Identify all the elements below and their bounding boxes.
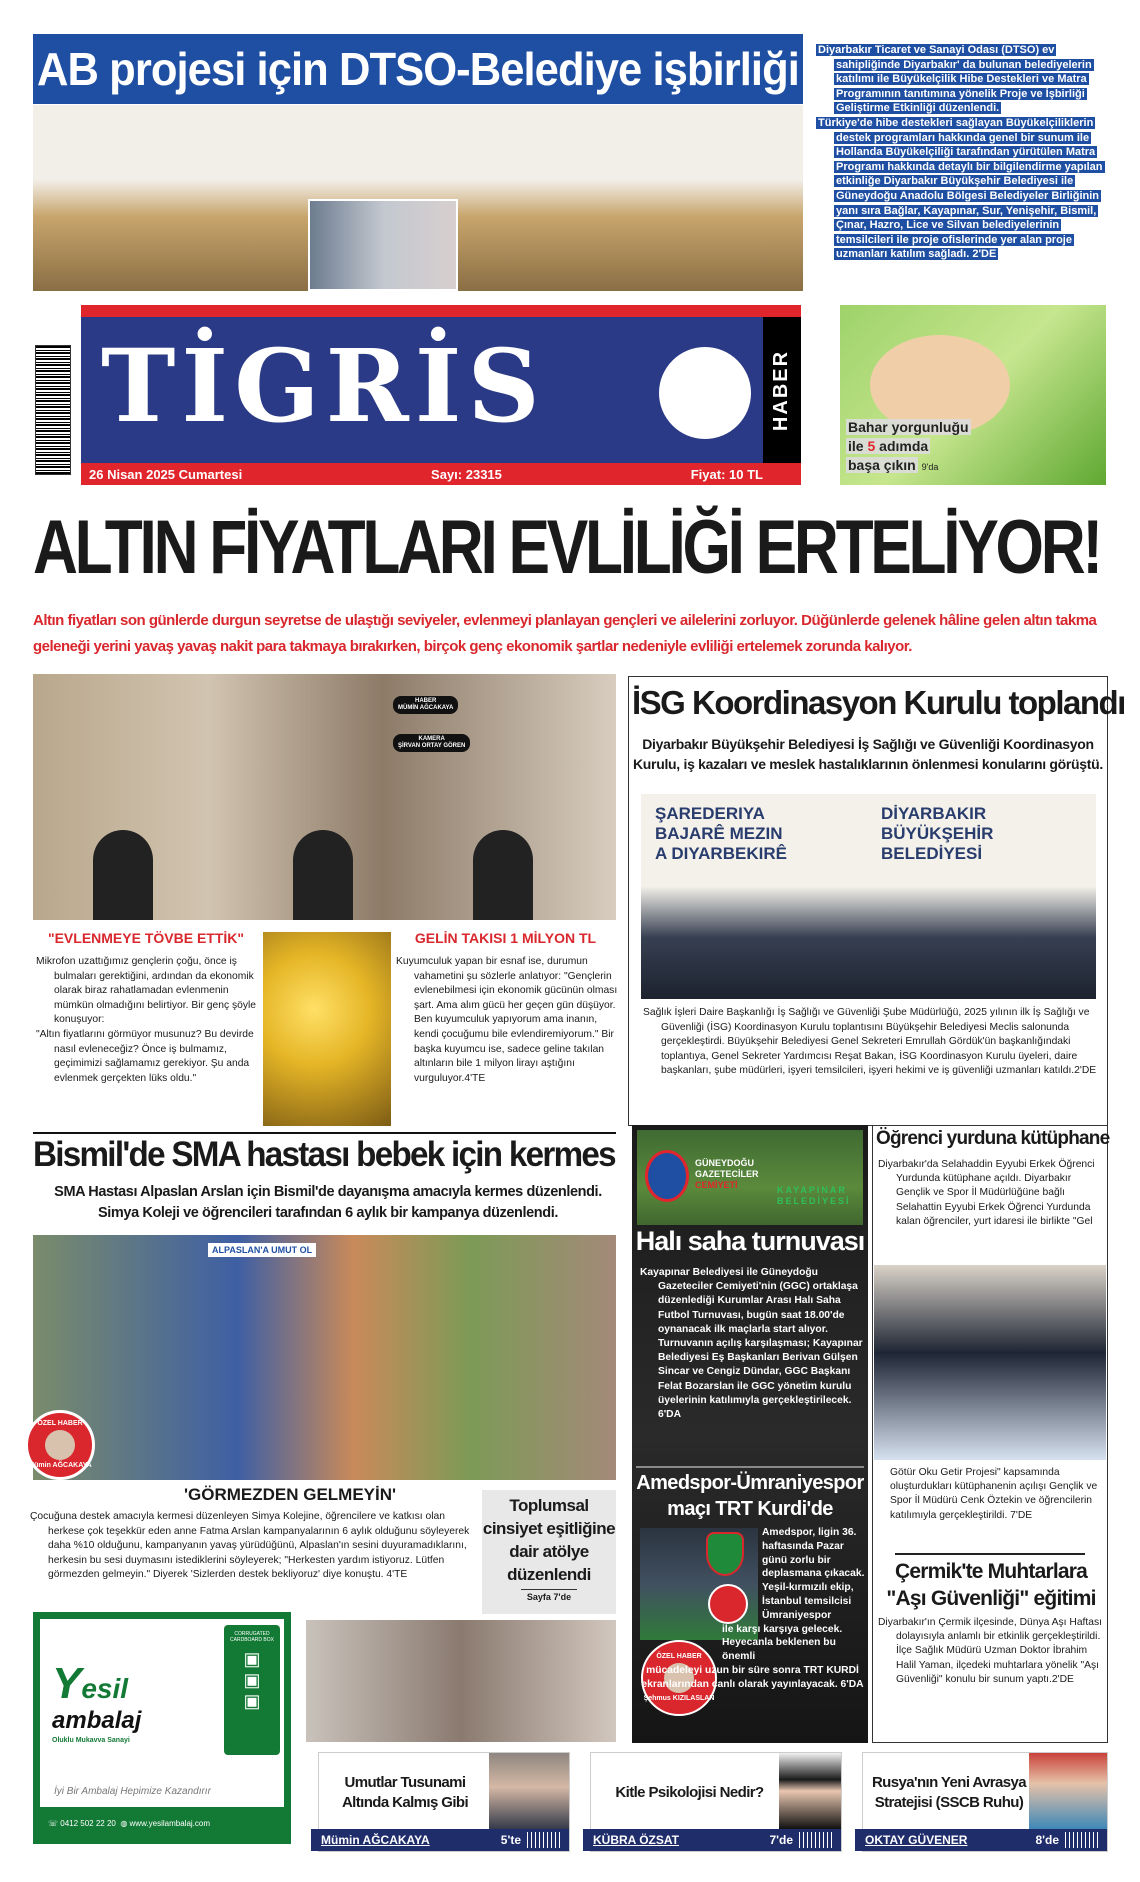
tournament-paragraph: Kayapınar Belediyesi ile Güneydoğu Gazeteciler Cemiyeti'nin (GGC) ortaklaşa düzenlediği Kurumlar Arası Halı Saha Futbol Turnuvası, bugün saat 18.00'de oynanacak ilk maçlarla start alıyor. Turnuvanın açılış karşılaşması; Kayapınar Belediyesi Eş Başkanları Berivan Gülşen Sincar ve Cengiz Dündar, GGC Başkanı Felat Bozarslan ile GGC yönetim kurulu üyelerinin katılımıyla gerçekleştirilecek. 6'DA [640,1267,863,1421]
tournament-body [640,1266,865,1422]
promo-page: 9'da [921,462,939,472]
ggc-text [695,1158,759,1191]
cermik-body [878,1616,1104,1687]
columnist-bar [855,1829,1107,1851]
logo-haber-strip [763,317,801,463]
badge-label: ÖZEL HABER [656,1653,702,1660]
columnist-page: 7'de [769,1833,793,1847]
barcode-icon [35,345,71,475]
promo-caption [846,418,971,477]
logo-head-icon [659,347,751,439]
box-icon: ▣ [243,1691,261,1711]
columnist-photo [779,1753,841,1829]
library-paragraph: Diyarbakır'da Selahaddin Eyyubi Erkek Öğrenci Yurdunda kütüphane açıldı. Diyarbakır Gençlik ve Spor İl Müdürlüğüne bağlı Selahattin Eyyubi Erkek Öğrenci Yurdunda kalan öğrenciler, yurt idaresi ile birlikte "Gel [878,1159,1095,1227]
kayapinar-text [777,1185,851,1207]
camera-role: KAMERA [418,736,445,742]
box-icon: ▣ [243,1670,261,1690]
yesil-ambalaj-logo: Yesil ambalaj Oluklu Mukavva Sanayi [52,1659,142,1744]
exclusive-badge [25,1410,95,1480]
isg-body [643,1006,1101,1079]
columnist-card[interactable] [318,1752,570,1852]
columnist-card[interactable] [862,1752,1108,1852]
columnist-bar [311,1829,569,1851]
kurdish-banner [655,804,787,864]
columnist-name: Mümin AĞCAKAYA [321,1833,430,1847]
masthead-info-bar [81,463,801,485]
promo-line1: Bahar yorgunluğu [848,419,969,435]
ad-slogan: İyi Bir Ambalaj Hepimize Kazandırır [54,1786,211,1797]
bismil-body [30,1510,478,1583]
phone-icon: ☏ [48,1819,59,1828]
brand-line2: ambalaj [52,1707,142,1734]
ggc-logo-icon [645,1150,689,1202]
library-body-bottom: Götür Oku Getir Projesi" kapsamında oluşturdukları kütüphanenin açılışı Gençlik ve Spor İl Müdürü Cenk Öztekin ve öğrencilerin katılımıyla gerçekleştirildi. 7'DE [890,1467,1098,1521]
col1-paragraph: Mikrofon uzattığımız gençlerin çoğu, önce iş bulmaları gerektiğini, ardından da ekonomik olarak biraz rahatlamadan evlenmenin mümkün olmadığını belirtiyor. Bir genç şöyle konuşuyor: [36,956,257,1026]
street-interview-photo [33,674,616,920]
yesil-ambalaj-ad[interactable] [33,1612,291,1844]
promo-line3: başa çıkın [848,457,916,473]
microphone-icon [473,830,533,920]
ad-phone: 0412 502 22 20 [60,1819,116,1828]
workshop-photo [306,1620,616,1742]
columnist-page: 5'te [500,1833,521,1847]
top-story-headline[interactable] [33,34,803,104]
bismil-subhead: SMA Hastası Alpaslan Arslan için Bismil'de dayanışma amacıyla kermes düzenlendi. Simya Koleji ve öğrencileri tarafından 6 aylık bir kampanya düzenlendi. [54,1184,602,1221]
stripes-decoration [1065,1832,1101,1848]
masthead [81,305,801,485]
workshop-title: Toplumsal cinsiyet eşitliğine dair atölye düzenlendi [482,1496,616,1584]
library-headline[interactable]: Öğrenci yurduna kütüphane [876,1128,1110,1149]
main-lead: Altın fiyatları son günlerde durgun seyretse de ulaştığı seviyeler, evlenmeyi planlayan gençleri ve ailelerini zorluyor. Düğünlerde gelenek hâline gelen altın takma geleneği yerini yavaş yavaş nakit para takmaya bırakırken, birçok genç ekonomik şartlar nedeniyle evliliği ertelemek zorunda kalıyor. [33,612,1097,655]
columnist-card[interactable] [590,1752,842,1852]
box-icon: ▣ [243,1649,261,1669]
microphone-icon [93,830,153,920]
stripes-decoration [799,1832,835,1848]
col1-paragraph: "Altın fiyatlarını görmüyor musunuz? Bu devirde nasıl evleneceğiz? Önce iş bulmamız, geçimimizi sağlamamız gerekiyor. Şu anda evlenmek gerçekten lüks oldu." [36,1028,254,1084]
col2-title: GELİN TAKISI 1 MİLYON TL [414,930,597,946]
banner-line: BELEDİYESİ [881,844,983,863]
issue-number: Sayı: 23315 [431,466,502,482]
col1-body [36,955,258,1086]
reporter-name: MÜMİN AĞCAKAYA [398,705,454,711]
ggc-line: GÜNEYDOĞU [695,1158,755,1168]
columnist-bar [583,1829,841,1851]
tournament-headline[interactable]: Halı saha turnuvası [635,1226,865,1256]
camera-name: ŞİRVAN ORTAY GÖREN [398,743,466,749]
logo-wordmark: TİGRİS [101,327,546,445]
badge-name: Şehmus KIZILASLAN [643,1695,715,1702]
cermik-headline[interactable]: Çermik'te Muhtarlara "Aşı Güvenliği" eğitimi [886,1560,1096,1610]
workshop-teaser[interactable] [482,1490,616,1614]
reporter-tag [393,696,458,714]
banner-line: DİYARBAKIR [881,804,987,823]
workshop-page: Sayfa 7'de [521,1589,577,1603]
reporter-role: HABER [415,698,437,704]
badge-name: Mümin AĞCAKAYA [28,1462,92,1469]
promo-number: 5 [867,438,876,454]
isg-headline[interactable]: İSG Koordinasyon Kurulu toplandı [632,684,1125,721]
banner-line: BAJARÊ MEZIN [655,824,783,843]
bismil-headline[interactable] [33,1135,623,1179]
box-icons-panel [224,1625,280,1755]
promo-line2-post: adımda [879,438,929,454]
amedspor-body-part: Amedspor, ligin 36. haftasında Pazar günü zorlu bir deplasmana çıkacak. Yeşil-kırmızılı ekip, İstanbul temsilcisi Ümraniyespor [762,1527,865,1621]
columnist-name: KÜBRA ÖZSAT [593,1833,679,1847]
ggc-line: GAZETECİLER [695,1169,759,1179]
amedspor-body-part: mücadeleyi uzun bir süre sonra TRT KURDİ ekranlarından canlı olarak yayınlayacak. 6'DA [641,1664,864,1690]
main-headline-text: ALTIN FİYATLARI EVLİLİĞİ ERTELİYOR! [33,505,1100,590]
amedspor-body [640,1526,865,1692]
turkish-banner [881,804,993,864]
meeting-photo [33,105,803,291]
amedspor-headline[interactable]: Amedspor-Ümraniyespor maçı TRT Kurdi'de [636,1472,864,1520]
camera-tag [393,734,470,752]
issue-date: 26 Nisan 2025 Cumartesi [89,466,243,482]
ggc-line: CEMİYETİ [695,1180,738,1190]
bismil-paragraph: Çocuğuna destek amacıyla kermesi düzenleyen Simya Kolejine, öğrencilere ve katkısı olan herkese çok teşekkür eden anne Fatma Arslan kampanyalarının 6 aylık olduğunu söyleyerek daha %10 olduğunu, kampanyanın yavaş yürüdüğünü, Alpaslan'ın sesini duyuramadıklarını, herkesin bu sesi duymasını istediklerini söyleyerek; "Herkesten yardım istiyoruz. Lütfen görmezden gelmeyin." Diyerek 'Sizlerden destek bekliyoruz' diye konuştu. 4'TE [30,1511,470,1581]
banner-line: ŞAREDERIYA [655,804,765,823]
brand-tagline: Oluklu Mukavva Sanayi [52,1737,130,1744]
speakers-inset-photo [308,199,458,291]
isg-paragraph: Sağlık İşleri Daire Başkanlığı İş Sağlığı ve Güvenliği Şube Müdürlüğü, 2025 yılının ilk İş Sağlığı ve Güvenliği (İSG) Koordinasyon Kurulu toplantısını Büyükşehir Belediyesi Meclis salonunda gerçekleştirdi. Büyükşehir Belediyesi Genel Sekreteri Emrullah Gördük'ün başkanlığındaki toplantıya, Genel Sekreter Yardımcısı Reşat Bakan, İSG Koordinasyon Kurulu üyeleri, daire başkanları, şube müdürleri, işyeri temsilcileri, işyeri hekimi ve iş güvenliği uzmanları katıldı.2'DE [643,1007,1097,1077]
columnist-photo [1029,1753,1107,1829]
amedspor-body-part: ile karşı karşıya gelecek. Heyecanla beklenen bu önemli [722,1623,843,1663]
campaign-banner: ALPASLAN'A UMUT OL [208,1243,316,1257]
logo-suffix: HABER [770,349,793,431]
cermik-paragraph: Diyarbakır'ın Çermik ilçesinde, Dünya Aşı Haftası dolayısıyla anlamlı bir etkinlik gerçekleştirildi. İlçe Sağlık Müdürü Uzman Doktor İbrahim Halil Yaman, ilçedeki muhtarlara yönelik "Aşı Güvenliği" konulu bir sunum yaptı.2'DE [878,1617,1103,1685]
football-pitch-banner [637,1130,863,1225]
divider [895,1553,1085,1555]
banner-line: BÜYÜKŞEHİR [881,824,994,843]
ad-website: www.yesilambalaj.com [129,1819,210,1828]
side-text: CORRUGATED CARDBOARD BOX [230,1631,274,1643]
issue-price: Fiyat: 10 TL [690,466,763,482]
divider [636,1466,864,1468]
globe-icon: ◍ [120,1819,128,1828]
library-body-top [878,1158,1104,1229]
sponsor-line: BELEDİYESİ [777,1196,851,1206]
ad-contact [40,1819,284,1828]
columnist-name: OKTAY GÜVENER [865,1833,968,1847]
stripes-decoration [527,1832,563,1848]
gold-jewelry-photo [263,932,391,1126]
quote-title: 'GÖRMEZDEN GELMEYİN' [183,1485,397,1504]
col2-paragraph: Kuyumculuk yapan bir esnaf ise, durumun vahametini şu sözlerle anlatıyor: "Gençlerin evlenebilmesi için ekonomik gücünün olması şart. Ama alım gücü her geçen gün düşüyor. Ben kuyumculuk yapıyorum ama inanın, kendi çocuğumu bile evlendiremiyorum." Bir başka kuyumcu ise, sadece geline takılan altınların bile 1 milyon lirayı aştığını vurguluyor.4'TE [396,956,618,1084]
divider [33,1132,616,1134]
charity-fair-photo [33,1235,616,1480]
main-headline[interactable] [33,498,1108,598]
columnist-photo [489,1753,569,1829]
isg-subhead: Diyarbakır Büyükşehir Belediyesi İş Sağlığı ve Güvenliği Koordinasyon Kurulu, iş kazaları ve meslek hastalıklarının önlenmesi konularını görüştü. [633,736,1103,772]
bismil-headline-text: Bismil'de SMA hastası bebek için kermes [33,1135,615,1174]
columnist-page: 8'de [1035,1833,1059,1847]
badge-label: ÖZEL HABER [37,1420,83,1427]
col2-body [396,955,618,1086]
top-story-paragraph: Diyarbakır Ticaret ve Sanayi Odası (DTSO) ev sahipliğinde Diyarbakır' da bulunan belediyelerin katılımı ile Büyükelçilik Hibe Destekleri ve Matra Programının tanıtımına yönelik Proje ve İşbirliği Geliştirme Etkinliği düzenlendi. [818,44,1092,115]
top-story-headline-text: AB projesi için DTSO-Belediye işbirliği [37,43,799,95]
ribbon-cutting-photo [874,1265,1106,1460]
brand-line1: esil [81,1673,129,1704]
columnist-title: Umutlar Tusunami Altında Kalmış Gibi [341,1774,469,1811]
columnist-title: Rusya'nın Yeni Avrasya Stratejisi (SSCB Ruhu) [871,1774,1027,1811]
reporter-photo [45,1430,75,1460]
top-story-paragraph: Türkiye'de hibe destekleri sağlayan Büyükelçiliklerin destek programları hakkında genel bir sunum ile Hollanda Büyükelçiliği tarafından yürütülen Matra Programı hakkında detaylı bir bilgilendirme yapılan etkinliğe Diyarbakır Büyükşehir Belediyesi ile Güneydoğu Anadolu Bölgesi Belediyeler Birliğinin yanı sıra Bağlar, Kayapınar, Sur, Yenişehir, Bismil, Çınar, Hazro, Lice ve Silvan belediyelerinin temsilcileri ile proje ofislerinde yer alan proje uzmanları katılım sağladı. 2'DE [818,116,1103,261]
microphone-icon [293,830,353,920]
sponsor-line: KAYAPINAR [777,1185,847,1195]
promo-spring-fatigue[interactable] [840,305,1106,485]
banner-line: A DIYARBEKIRÊ [655,844,787,863]
columnist-title: Kitle Psikolojisi Nedir? [615,1784,764,1801]
promo-line2-pre: ile [848,438,864,454]
col1-title: "EVLENMEYE TÖVBE ETTİK" [47,930,245,946]
top-story-body [816,43,1106,262]
isg-meeting-photo [641,794,1096,999]
